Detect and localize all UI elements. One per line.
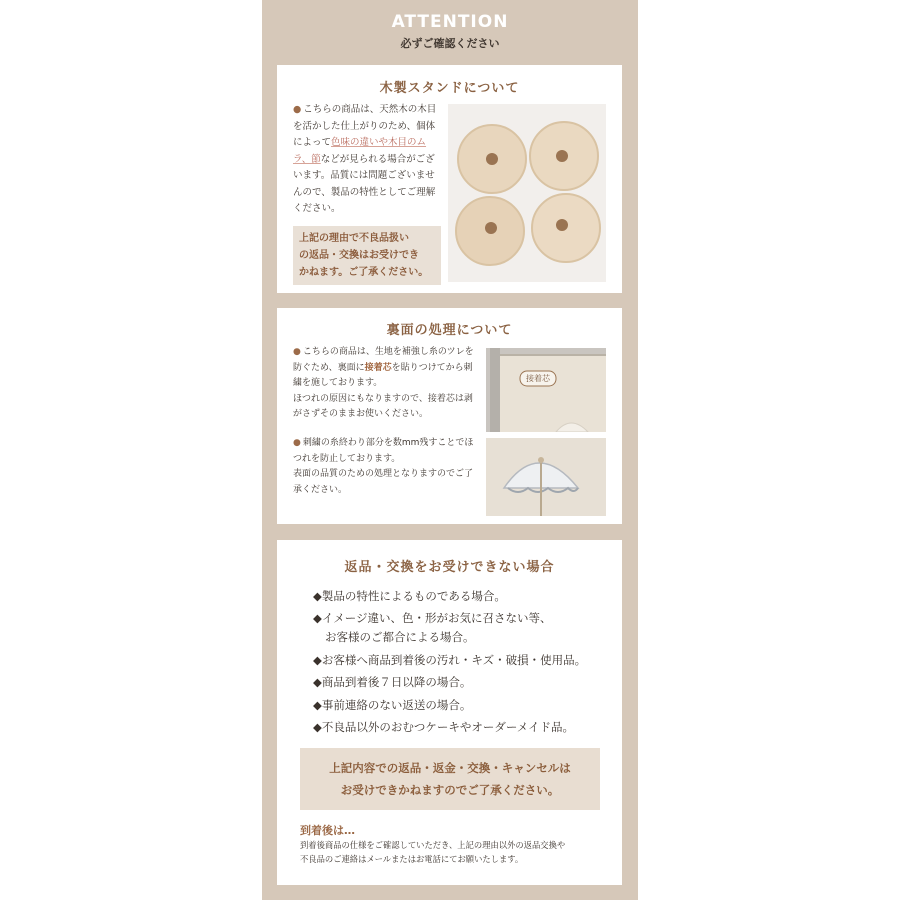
- stand-description: ● こちらの商品は、天然木の木目を活かした仕上がりのため、個体によって色味の違いや木目のムラ、節などが見られる場合がございます。品質には問題ございませんので、製品の特性としてご理解ください。: [293, 104, 437, 214]
- returns-item: ◆お客様へ商品到着後の汚れ・キズ・破損・使用品。: [313, 653, 587, 667]
- wood-disc: [532, 194, 600, 262]
- returns-notice: 上記内容での返品・返金・交換・キャンセルは お受けできかねますのでご了承ください。: [300, 748, 600, 810]
- bullet-dot: ●: [293, 104, 302, 115]
- interfacing-photo: [486, 348, 606, 432]
- back-paragraph-1: ● こちらの商品は、生地を補強し糸のツレを防ぐため、裏面に接着芯を貼りつけてから刺繍を施しております。 ほつれの原因にもなりますので、接着芯は剥がさずそのままお使いください。: [293, 347, 474, 419]
- returns-item: ◆事前連絡のない返送の場合。: [313, 698, 472, 712]
- emphasis-text: 接着芯: [364, 362, 392, 373]
- arrival-heading: 到着後は…: [300, 824, 355, 837]
- returns-title: 返品・交換をお受けできない場合: [344, 560, 555, 575]
- wood-disc: [530, 122, 598, 190]
- returns-item: ◆イメージ違い、色・形がお気に召さない等、: [313, 611, 552, 625]
- bullet-dot: ●: [293, 347, 301, 357]
- returns-item: ◆商品到着後７日以降の場合。: [313, 675, 472, 689]
- bullet-dot: ●: [293, 438, 301, 448]
- returns-item: お客様のご都合による場合。: [325, 630, 475, 644]
- embroidery-photo: [486, 438, 606, 516]
- page-subtitle: 必ずご確認ください: [400, 37, 500, 50]
- wood-disc: [456, 197, 524, 265]
- arrival-body: 到着後商品の仕様をご確認していただき、上記の理由以外の返品交換や 不良品のご連絡はメールまたはお電話にてお願いたします。: [300, 840, 566, 864]
- interfacing-label: 接着芯: [526, 374, 550, 383]
- returns-item: ◆不良品以外のおむつケーキやオーダーメイド品。: [313, 720, 575, 734]
- wood-stands-photo: [448, 104, 606, 282]
- returns-item: ◆製品の特性によるものである場合。: [313, 589, 506, 603]
- stand-title: 木製スタンドについて: [379, 81, 520, 96]
- page-title: ATTENTION: [391, 12, 509, 32]
- wood-disc: [458, 125, 526, 193]
- highlight-text: 色味の違いや木目のムラ、節: [293, 137, 427, 165]
- stand-callout: 上記の理由で不良品扱い の返品・交換はお受けでき かねます。ご了承ください。: [293, 226, 441, 285]
- back-paragraph-2: ● 刺繍の糸終わり部分を数mm残すことでほつれを防止しております。 表面の品質のための処理となりますのでご了承ください。: [293, 438, 474, 495]
- back-title: 裏面の処理について: [386, 323, 513, 338]
